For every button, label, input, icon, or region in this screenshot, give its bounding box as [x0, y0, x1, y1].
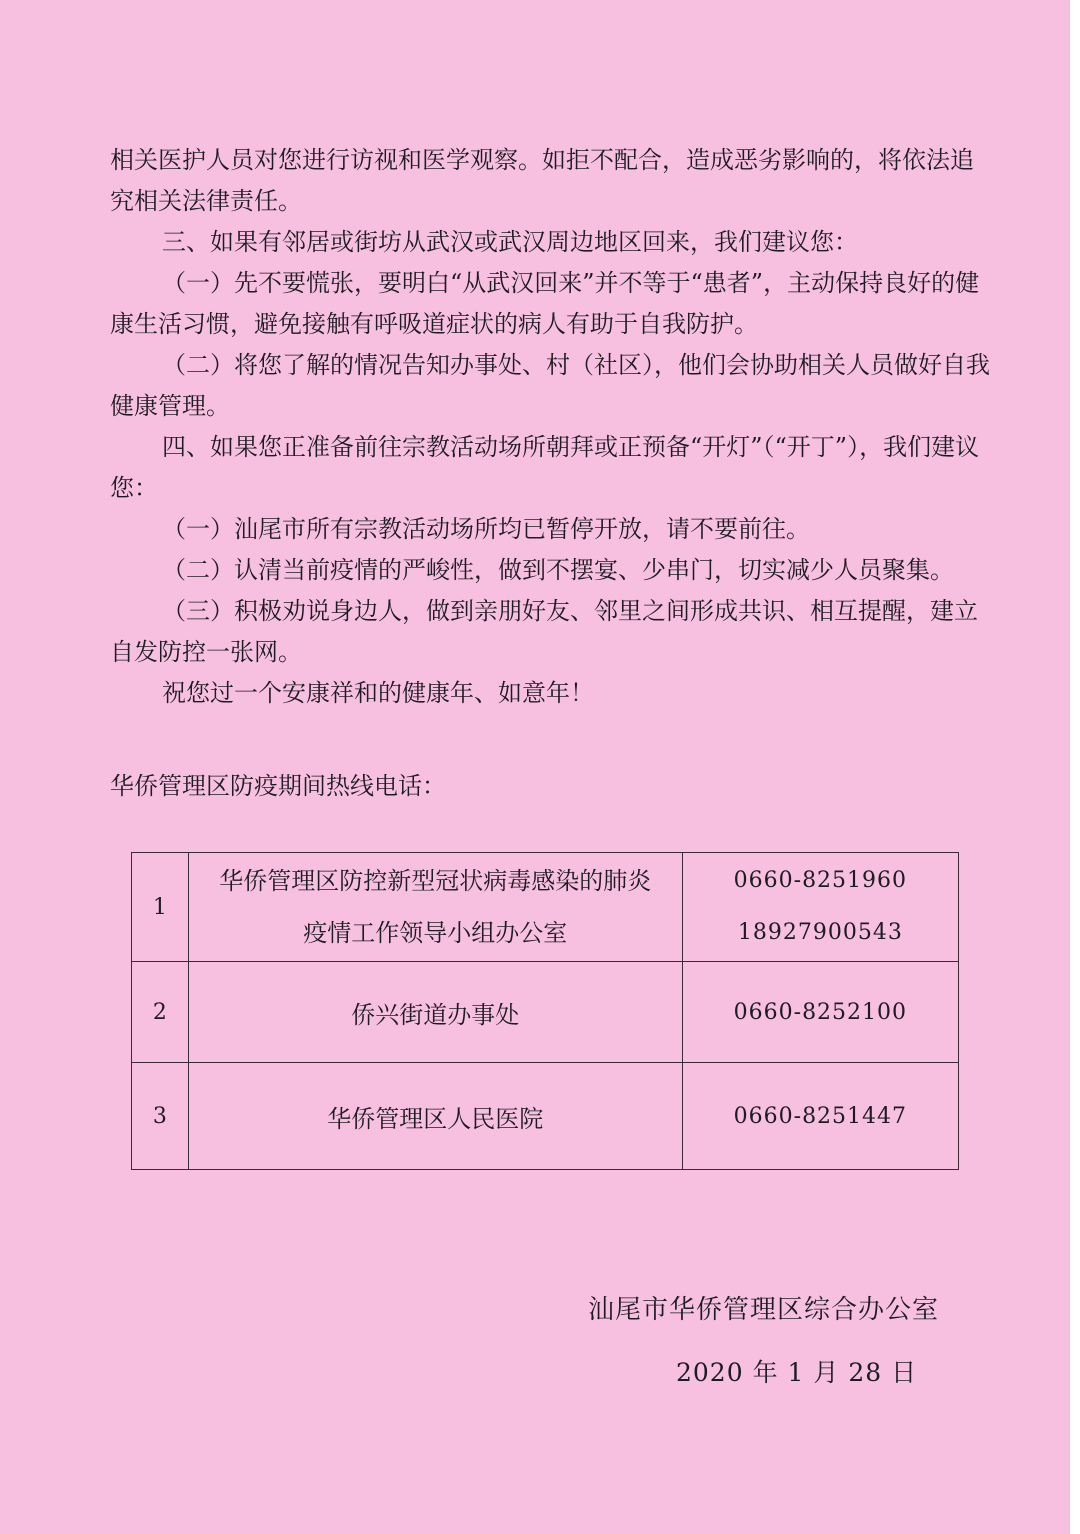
phone-number: 0660-8251447	[682, 1063, 958, 1170]
phone-number: 0660-8251960	[733, 868, 908, 893]
office-name-cell: 华侨管理区人民医院	[188, 1063, 682, 1170]
issuer-signature: 汕尾市华侨管理区综合办公室	[588, 1295, 940, 1325]
hotline-title: 华侨管理区防疫期间热线电话：	[110, 772, 446, 800]
table-row	[132, 1063, 959, 1170]
paragraph-four-item-one: （一）汕尾市所有宗教活动场所均已暂停开放，请不要前往。	[162, 515, 810, 543]
phone-number: 0660-8252100	[682, 962, 958, 1063]
paragraph-section-three: 三、如果有邻居或街坊从武汉或武汉周边地区回来，我们建议您：	[162, 228, 858, 256]
office-name-cell	[188, 853, 682, 962]
paragraph-three-item-two: （二）将您了解的情况告知办事处、村（社区），他们会协助相关人员做好自我健康管理。	[110, 351, 990, 420]
phone-number: 18927900543	[737, 920, 903, 945]
table-row	[132, 962, 959, 1063]
row-number: 2	[132, 962, 189, 1063]
paragraph-four-item-two: （二）认清当前疫情的严峻性，做到不摆宴、少串门，切实减少人员聚集。	[162, 556, 954, 584]
paragraph-section-four: 四、如果您正准备前往宗教活动场所朝拜或正预备“开灯”（“开丁”），我们建议您：	[110, 433, 980, 502]
office-name-line: 华侨管理区防控新型冠状病毒感染的肺炎	[219, 867, 652, 895]
table-row	[132, 853, 959, 962]
paragraph-greeting: 祝您过一个安康祥和的健康年、如意年！	[162, 679, 594, 707]
phone-cell	[682, 853, 958, 962]
hotline-table	[131, 852, 959, 1170]
office-name-line: 疫情工作领导小组办公室	[303, 919, 568, 947]
issue-date: 2020 年 1 月 28 日	[676, 1358, 918, 1387]
office-name-cell: 侨兴街道办事处	[188, 962, 682, 1063]
row-number: 1	[132, 853, 189, 962]
row-number: 3	[132, 1063, 189, 1170]
paragraph-continuation: 相关医护人员对您进行访视和医学观察。如拒不配合，造成恶劣影响的，将依法追究相关法律责任。	[110, 146, 974, 215]
paragraph-three-item-one: （一）先不要慌张，要明白“从武汉回来”并不等于“患者”，主动保持良好的健康生活习惯，避免接触有呼吸道症状的病人有助于自我防护。	[110, 269, 980, 338]
paragraph-four-item-three: （三）积极劝说身边人，做到亲朋好友、邻里之间形成共识、相互提醒，建立自发防控一张网。	[110, 597, 978, 666]
